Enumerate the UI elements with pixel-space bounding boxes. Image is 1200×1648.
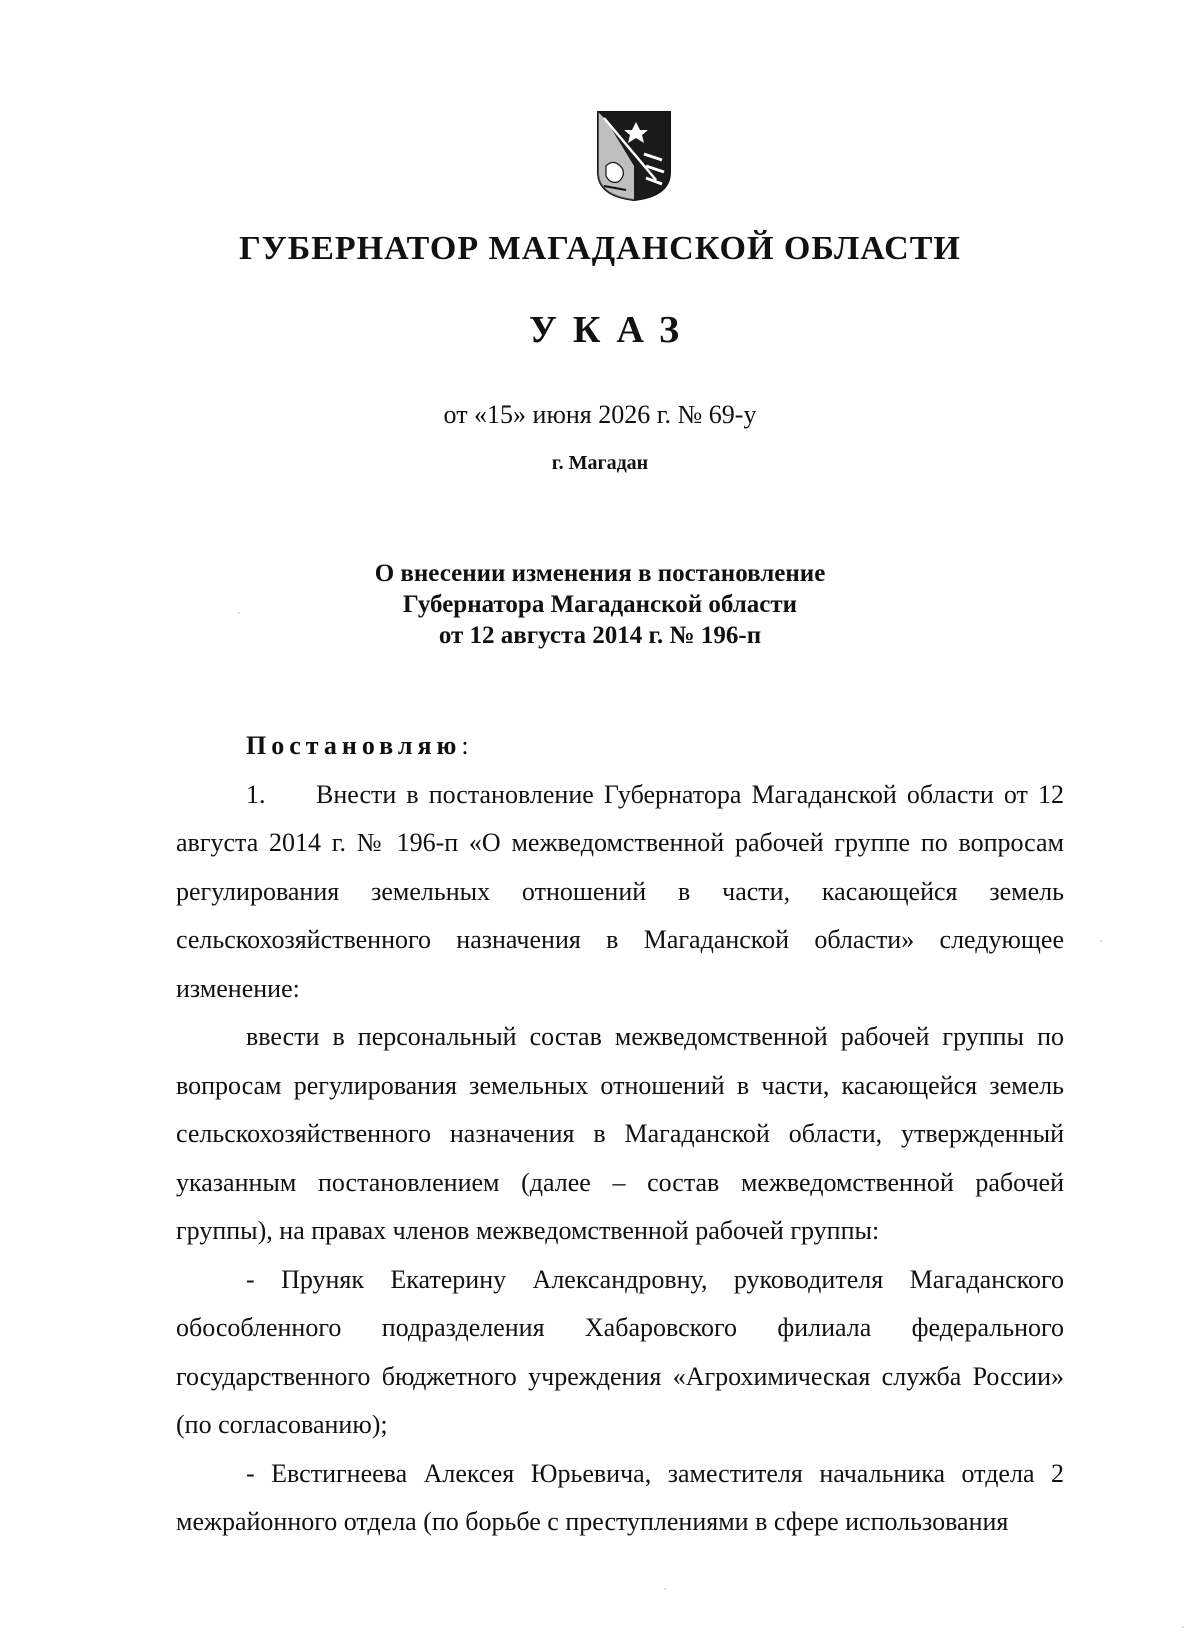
subject-line-1: О внесении изменения в постановление bbox=[374, 560, 826, 587]
paragraph-2: ввести в персональный состав межведомственной рабочей группы по вопросам регулирования земельных отношений в части, касающейся земель сельскохозяйственного назначения в Магаданской области, утвержденный указанным постановлением (далее – состав межведомственной рабочей группы), на правах членов межведомственной рабочей группы: bbox=[176, 1022, 1064, 1245]
item-1-paragraph bbox=[176, 771, 1064, 1014]
document-city: г. Магадан bbox=[551, 452, 649, 474]
scan-speck bbox=[664, 1588, 666, 1590]
document-date-number: от «15» июня 2026 г. № 69-у bbox=[443, 400, 757, 429]
subject-line-2: Губернатора Магаданской области bbox=[402, 591, 798, 618]
document-body bbox=[176, 722, 1064, 1547]
scan-speck bbox=[1100, 940, 1102, 942]
decree-colon: : bbox=[461, 731, 469, 760]
document-subject bbox=[0, 558, 1200, 651]
scan-speck bbox=[1182, 1626, 1184, 1628]
document-type-title: УКАЗ bbox=[529, 309, 695, 351]
decree-word: Постановляю bbox=[246, 731, 462, 760]
item-1-text: Внести в постановление Губернатора Магаданской области от 12 августа 2014 г. № 196-п «О межведомственной рабочей группе по вопросам регулирования земельных отношений в части, касающейся земель сельскохозяйственного назначения в Магаданской области» следующее изменение: bbox=[176, 779, 1064, 1003]
item-1-number: 1. bbox=[246, 779, 266, 809]
paragraph-3: - Пруняк Екатерину Александровну, руководителя Магаданского обособленного подразделения Хабаровского филиала федерального государственного бюджетного учреждения «Агрохимическая служба России» (по согласованию); bbox=[176, 1264, 1064, 1439]
decree-heading bbox=[176, 722, 1064, 771]
scan-speck bbox=[238, 612, 240, 614]
issuing-authority-title: ГУБЕРНАТОР МАГАДАНСКОЙ ОБЛАСТИ bbox=[239, 230, 961, 267]
coat-of-arms-icon bbox=[596, 110, 672, 202]
subject-line-3: от 12 августа 2014 г. № 196-п bbox=[438, 622, 762, 649]
paragraph-4: - Евстигнеева Алексея Юрьевича, заместителя начальника отдела 2 межрайонного отдела (по борьбе с преступлениями в сфере использования bbox=[176, 1458, 1064, 1536]
